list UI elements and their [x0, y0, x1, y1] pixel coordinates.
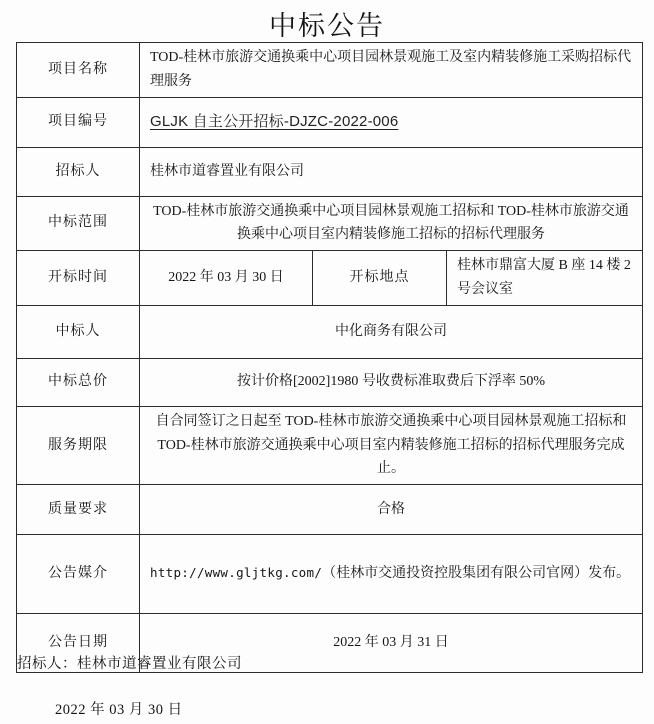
page-title: 中标公告: [269, 11, 385, 41]
announcement-media-suffix: （桂林市交通投资控股集团有限公司官网）发布。: [322, 566, 631, 582]
row-value: 合格: [140, 485, 643, 535]
row-label: 服务期限: [17, 406, 140, 484]
table-row-service-period: [17, 406, 643, 484]
row-label: 招标人: [17, 147, 140, 196]
table-row-announcement-media: [17, 535, 643, 614]
row-value-secondary: 桂林市鼎富大厦 B 座 14 楼 2 号会议室: [447, 251, 643, 306]
row-value: TOD-桂林市旅游交通换乘中心项目园林景观施工招标和 TOD-桂林市旅游交通换乘中心项目室内精装修施工招标的招标代理服务: [140, 196, 643, 251]
row-value: 2022 年 03 月 30 日: [140, 251, 313, 306]
row-label: 中标总价: [17, 358, 140, 406]
announcement-url-text: http://www.gljtkg.com/: [150, 565, 323, 581]
footer-tenderer-line: 招标人：桂林市道睿置业有限公司: [17, 656, 242, 672]
table-row-winning-bidder: [17, 305, 643, 358]
row-value: 2022 年 03 月 31 日: [140, 614, 643, 673]
table-row-bid-opening: [17, 251, 643, 306]
row-label: 公告日期: [17, 614, 140, 673]
footer-date-line: 2022 年 03 月 30 日: [55, 702, 183, 718]
announcement-table: [16, 42, 643, 673]
table-row-quality-requirement: [17, 485, 643, 535]
table-row-winning-price: [17, 358, 643, 406]
row-label: 开标时间: [17, 251, 140, 306]
row-value: TOD-桂林市旅游交通换乘中心项目园林景观施工及室内精装修施工采购招标代理服务: [140, 43, 643, 98]
project-number-text: GLJK 自主公开招标-DJZC-2022-006: [150, 113, 399, 131]
row-label: 项目名称: [17, 43, 140, 98]
row-value: 中化商务有限公司: [140, 305, 643, 358]
row-label: 中标人: [17, 305, 140, 358]
row-value: 桂林市道睿置业有限公司: [140, 147, 643, 196]
row-value: [140, 535, 643, 614]
row-label: 中标范围: [17, 196, 140, 251]
table-row-project-number: [17, 97, 643, 147]
row-label: 质量要求: [17, 485, 140, 535]
row-value: [140, 97, 643, 147]
row-label: 项目编号: [17, 97, 140, 147]
row-value: 按计价格[2002]1980 号收费标准取费后下浮率 50%: [140, 358, 643, 406]
table-row-tenderer: [17, 147, 643, 196]
row-value: 自合同签订之日起至 TOD-桂林市旅游交通换乘中心项目园林景观施工招标和 TOD-桂林市旅游交通换乘中心项目室内精装修施工招标的招标代理服务完成止。: [140, 406, 643, 484]
row-label-secondary: 开标地点: [313, 251, 447, 306]
table-row-bid-scope: [17, 196, 643, 251]
row-label: 公告媒介: [17, 535, 140, 614]
table-row-project-name: [17, 43, 643, 98]
